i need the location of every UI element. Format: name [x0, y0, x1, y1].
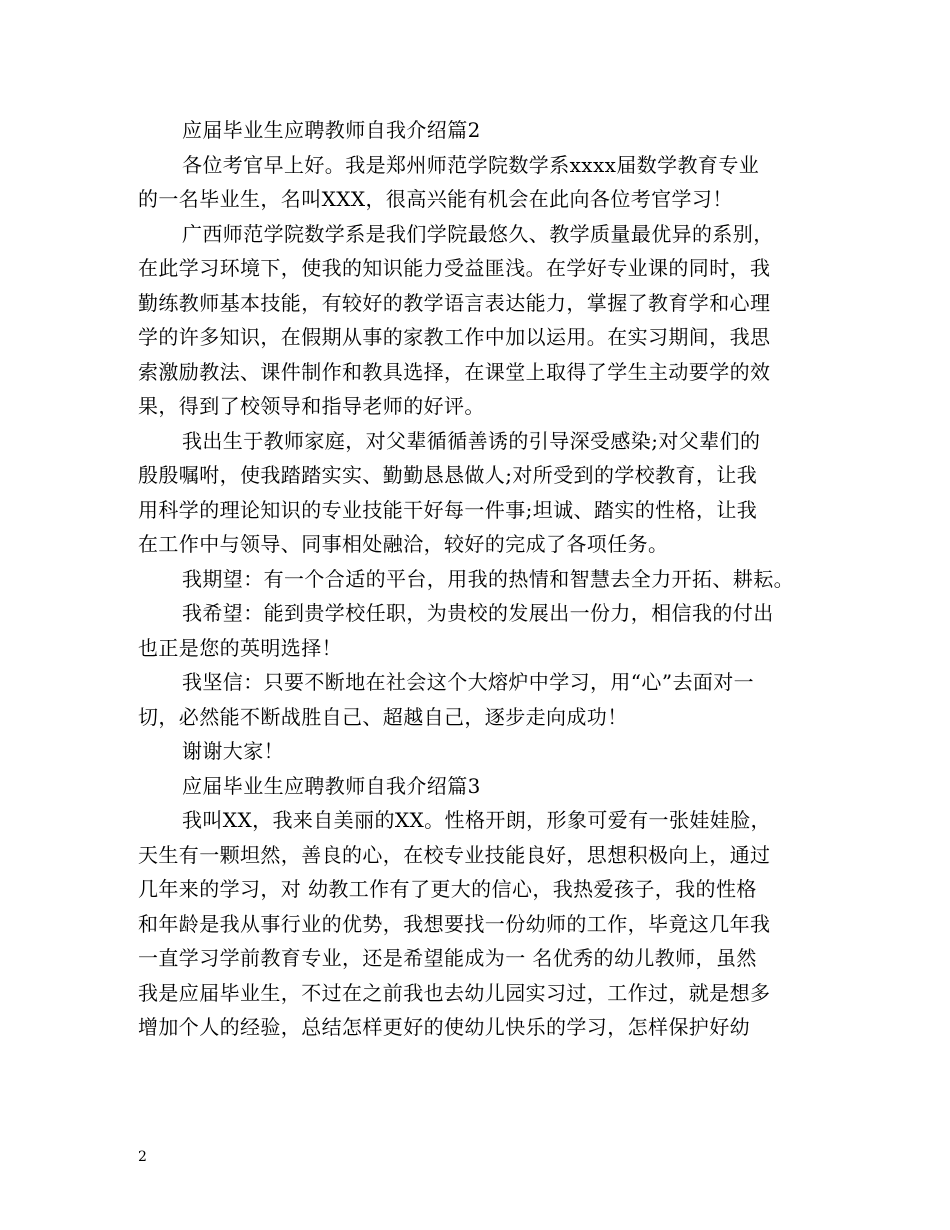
text-line: 用科学的理论知识的专业技能干好每一件事;坦诚、踏实的性格，让我 — [138, 497, 758, 522]
text-line: 殷殷嘱咐，使我踏踏实实、勤勤恳恳做人;对所受到的学校教育，让我 — [138, 463, 758, 487]
text-line: 我叫XX，我来自美丽的XX。性格开朗，形象可爱有一张娃娃脸， — [182, 808, 771, 832]
text-line: 也正是您的英明选择！ — [138, 635, 342, 660]
page-number: 2 — [138, 1149, 147, 1165]
text-line: 天生有一颗坦然，善良的心，在校专业技能良好，思想积极向上，通过 — [138, 842, 771, 867]
text-line: 各位考官早上好。我是郑州师范学院数学系xxxx届数学教育专业 — [182, 152, 760, 177]
text-line: 广西师范学院数学系是我们学院最悠久、教学质量最优异的系别， — [182, 221, 774, 246]
text-line: 在工作中与领导、同事相处融洽，较好的完成了各项任务。 — [138, 532, 669, 556]
text-line: 几年来的学习，对 幼教工作有了更大的信心，我热爱孩子，我的性格 — [138, 877, 757, 901]
text-line: 增加个人的经验，总结怎样更好的使幼儿快乐的学习，怎样保护好幼 — [138, 1015, 750, 1039]
text-line: 我希望：能到贵学校任职，为贵校的发展出一份力，相信我的付出 — [182, 601, 774, 625]
text-line: 的一名毕业生，名叫XXX，很高兴能有机会在此向各位考官学习！ — [138, 187, 733, 211]
text-line: 索激励教法、课件制作和教具选择，在课堂上取得了学生主动要学的效 — [138, 359, 771, 384]
text-line: 我出生于教师家庭，对父辈循循善诱的引导深受感染;对父辈们的 — [182, 428, 761, 453]
text-line: 果，得到了校领导和指导老师的好评。 — [138, 394, 485, 418]
text-line: 学的许多知识，在假期从事的家教工作中加以运用。在实习期间，我思 — [138, 325, 771, 349]
text-line: 一直学习学前教育专业，还是希望能成为一 名优秀的幼儿教师，虽然 — [138, 946, 757, 970]
text-line: 我坚信：只要不断地在社会这个大熔炉中学习，用“心”去面对一 — [182, 670, 755, 694]
text-line: 应届毕业生应聘教师自我介绍篇2 — [182, 118, 481, 142]
text-line: 切，必然能不断战胜自己、超越自己，逐步走向成功！ — [138, 704, 628, 729]
text-line: 我期望：有一个合适的平台，用我的热情和智慧去全力开拓、耕耘。 — [182, 566, 794, 591]
text-line: 谢谢大家！ — [182, 739, 284, 763]
text-line: 在此学习环境下，使我的知识能力受益匪浅。在学好专业课的同时，我 — [138, 256, 771, 280]
text-line: 和年龄是我从事行业的优势，我想要找一份幼师的工作，毕竟这几年我 — [138, 911, 771, 936]
document-body — [138, 113, 828, 1045]
text-line: 应届毕业生应聘教师自我介绍篇3 — [182, 773, 481, 798]
text-line: 勤练教师基本技能，有较好的教学语言表达能力，掌握了教育学和心理 — [138, 290, 771, 315]
text-line: 我是应届毕业生，不过在之前我也去幼儿园实习过，工作过，就是想多 — [138, 980, 771, 1005]
